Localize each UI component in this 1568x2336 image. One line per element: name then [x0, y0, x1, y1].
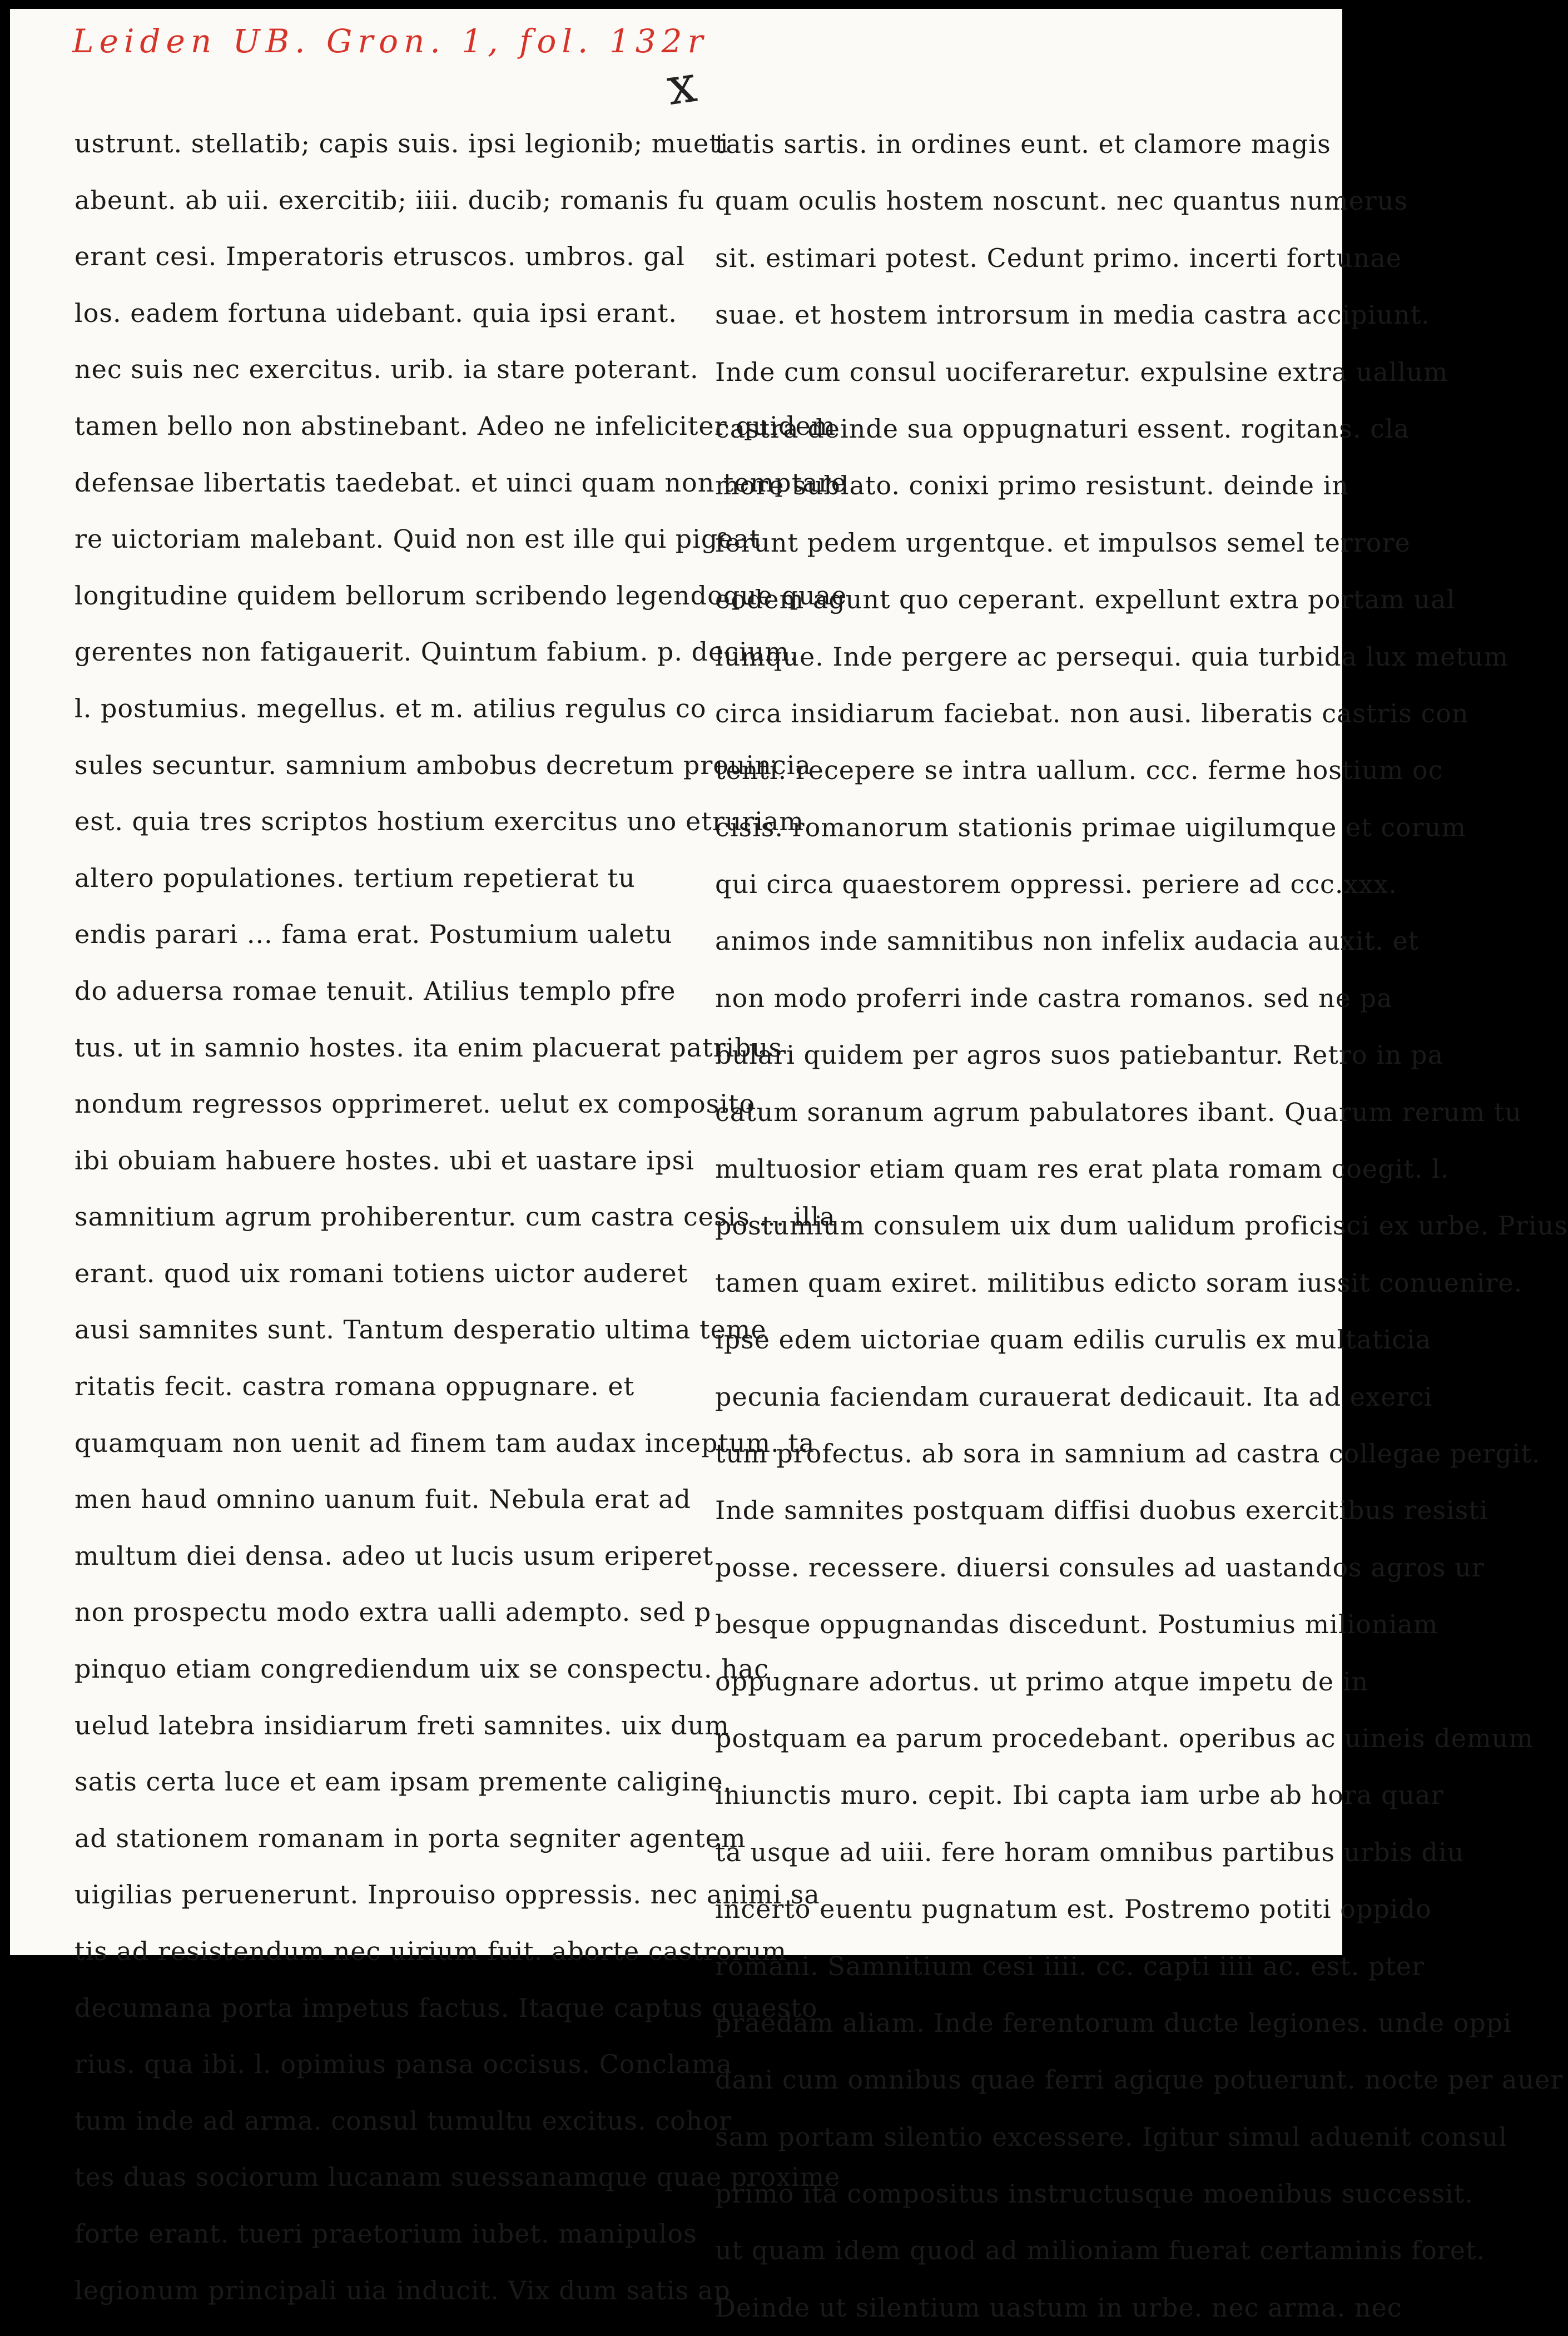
text-line: nondum regressos opprimeret. uelut ex composito [75, 1089, 756, 1119]
text-line: tum profectus. ab sora in samnium ad castra collegae pergit. [715, 1438, 1541, 1469]
text-line: ustrunt. stellatib; capis suis. ipsi legionib; mueti [75, 128, 729, 158]
text-line: non prospectu modo extra ualli adempto. sed p [75, 1597, 712, 1628]
text-line: primo ita compositus instructusque moenibus successit. [715, 2179, 1473, 2209]
text-line: lumque. Inde pergere ac persequi. quia turbida lux metum [715, 641, 1509, 672]
text-line: bulari quidem per agros suos patiebantur. Retro in pa [715, 1040, 1444, 1070]
text-line: iniunctis muro. cepit. Ibi capta iam urbe ab hora quar [715, 1780, 1444, 1811]
text-line: endis parari ... fama erat. Postumium ualetu [75, 919, 673, 950]
text-line: re uictoriam malebant. Quid non est ille qui pigeat [75, 524, 761, 554]
shelfmark-annotation: Leiden UB. Gron. 1, fol. 132r [72, 22, 709, 60]
text-line: est. quia tres scriptos hostium exercitus uno etruriam [75, 806, 805, 837]
text-line: do aduersa romae tenuit. Atilius templo pfre [75, 975, 676, 1006]
text-line: oppugnare adortus. ut primo atque impetu de in [715, 1666, 1369, 1697]
text-line: dani cum omnibus quae ferri agique potuerunt. nocte per auer [715, 2065, 1564, 2095]
text-line: tatis sartis. in ordines eunt. et clamore magis [715, 129, 1331, 159]
text-line: sules secuntur. samnium ambobus decretum prouincia [75, 750, 811, 780]
text-line: tes duas sociorum lucanam suessanamque quae proxime [75, 2162, 841, 2193]
text-line: forte erant. tueri praetorium iubet. manipulos [75, 2218, 697, 2249]
text-line: erant cesi. Imperatoris etruscos. umbros. gal [75, 241, 685, 272]
text-line: Inde samnites postquam diffisi duobus exercitibus resisti [715, 1495, 1488, 1526]
text-line: pecunia faciendam curauerat dedicauit. Ita ad exerci [715, 1381, 1433, 1412]
text-line: romani. Samnitium cesi iiii. cc. capti iiii ac. est. pter [715, 1951, 1425, 1981]
text-line: castra deinde sua oppugnaturi essent. rogitans. cla [715, 413, 1410, 444]
manuscript-page [10, 9, 1568, 2323]
text-line: l. postumius. megellus. et m. atilius regulus co [75, 693, 707, 723]
text-line: samnitium agrum prohiberentur. cum castra cesis ... illa [75, 1202, 836, 1232]
text-line: ut quam idem quod ad milioniam fuerat certaminis foret. [715, 2235, 1486, 2266]
text-line: Inde cum consul uociferaretur. expulsine extra uallum [715, 356, 1448, 387]
text-line: tum inde ad arma. consul tumultu excitus. cohor [75, 2105, 732, 2136]
text-line: sit. estimari potest. Cedunt primo. incerti fortunae [715, 242, 1402, 273]
text-line: decumana porta impetus factus. Itaque captus quaesto [75, 1992, 818, 2023]
text-line: cisis. romanorum stationis primae uigilumque et corum [715, 812, 1466, 842]
text-line: longitudine quidem bellorum scribendo legendoque quae [75, 580, 847, 611]
text-line: suae. et hostem introrsum in media castra accipiunt. [715, 300, 1430, 330]
text-line: defensae libertatis taedebat. et uinci quam non temptare [75, 467, 847, 498]
text-line: quamquam non uenit ad finem tam audax inceptum. ta [75, 1427, 815, 1458]
text-line: tenti. recepere se intra uallum. ccc. ferme hostium oc [715, 755, 1443, 786]
text-line: pinquo etiam congrediendum uix se conspectu. hac [75, 1654, 769, 1684]
text-line: non modo proferri inde castra romanos. sed ne pa [715, 983, 1393, 1013]
text-line: multuosior etiam quam res erat plata romam coegit. l. [715, 1154, 1450, 1184]
text-line: erant. quod uix romani totiens uictor auderet [75, 1258, 688, 1288]
text-line: abeunt. ab uii. exercitib; iiii. ducib; romanis fu [75, 185, 705, 215]
text-line: ta usque ad uiii. fere horam omnibus partibus urbis diu [715, 1837, 1465, 1867]
text-line: satis certa luce et eam ipsam premente caligine. [75, 1767, 732, 1797]
text-line: ibi obuiam habuere hostes. ubi et uastare ipsi [75, 1145, 694, 1176]
text-line: ausi samnites sunt. Tantum desperatio ultima teme [75, 1315, 767, 1345]
text-line: tis ad resistendum nec uirium fuit. aborte castrorum [75, 1936, 787, 1966]
text-line: multum diei densa. adeo ut lucis usum eriperet [75, 1540, 714, 1571]
text-line: gerentes non fatigauerit. Quintum fabium. p. decium. [75, 637, 798, 667]
text-line: men haud omnino uanum fuit. Nebula erat ad [75, 1484, 691, 1515]
text-line: ipse edem uictoriae quam edilis curulis ex multaticia [715, 1325, 1432, 1355]
text-line: animos inde samnitibus non infelix audacia auxit. et [715, 926, 1420, 956]
text-line: postumium consulem uix dum ualidum proficisci ex urbe. Prius [715, 1211, 1568, 1241]
text-line: tus. ut in samnio hostes. ita enim placuerat patribus [75, 1032, 782, 1063]
text-line: ferunt pedem urgentque. et impulsos semel terrore [715, 527, 1411, 558]
text-line: ritatis fecit. castra romana oppugnare. et [75, 1371, 635, 1402]
text-line: postquam ea parum procedebant. operibus ac uineis demum [715, 1723, 1534, 1753]
text-line: nec suis nec exercitus. urib. ia stare poterant. [75, 354, 699, 385]
text-line: besque oppugnandas discedunt. Postumius milioniam [715, 1609, 1438, 1640]
text-line: rius. qua ibi. l. opimius pansa occisus. Conclama [75, 2049, 733, 2080]
text-line: more sublato. conixi primo resistunt. deinde in [715, 470, 1349, 501]
text-line: eodem agunt quo ceperant. expellunt extra portam ual [715, 584, 1456, 615]
text-line: altero populationes. tertium repetierat tu [75, 862, 636, 893]
text-line: incerto euentu pugnatum est. Postremo potiti oppido [715, 1894, 1432, 1925]
text-line: los. eadem fortuna uidebant. quia ipsi erant. [75, 297, 677, 328]
text-line: praedam aliam. Inde ferentorum ducte legiones. unde oppi [715, 2007, 1512, 2038]
text-line: qui circa quaestorem oppressi. periere ad ccc.xxx. [715, 869, 1397, 900]
text-line: posse. recessere. diuersi consules ad uastandos agros ur [715, 1552, 1485, 1583]
text-line: tamen bello non abstinebant. Adeo ne infeliciter quidem [75, 410, 836, 441]
text-line: legionum principali uia inducit. Vix dum satis ap [75, 2275, 731, 2305]
text-line: uelud latebra insidiarum freti samnites. uix dum [75, 1710, 730, 1740]
text-line: circa insidiarum faciebat. non ausi. liberatis castris con [715, 698, 1469, 728]
text-line: sam portam silentio excessere. Igitur simul aduenit consul [715, 2121, 1508, 2152]
text-line: Deinde ut silentium uastum in urbe. nec arma. nec [715, 2292, 1402, 2323]
text-line: uigilias peruenerunt. Inprouiso oppressis. nec animi sa [75, 1879, 820, 1910]
left-text-column [75, 116, 847, 2319]
text-line: quam oculis hostem noscunt. nec quantus numerus [715, 186, 1408, 216]
text-line: ad stationem romanam in porta segniter agentem [75, 1823, 746, 1853]
text-line: tamen quam exiret. militibus edicto soram iussit conuenire. [715, 1267, 1523, 1298]
right-text-column [715, 116, 1568, 2336]
text-line: catum soranum agrum pabulatores ibant. Quarum rerum tu [715, 1097, 1522, 1127]
folio-mark: x [663, 53, 701, 117]
